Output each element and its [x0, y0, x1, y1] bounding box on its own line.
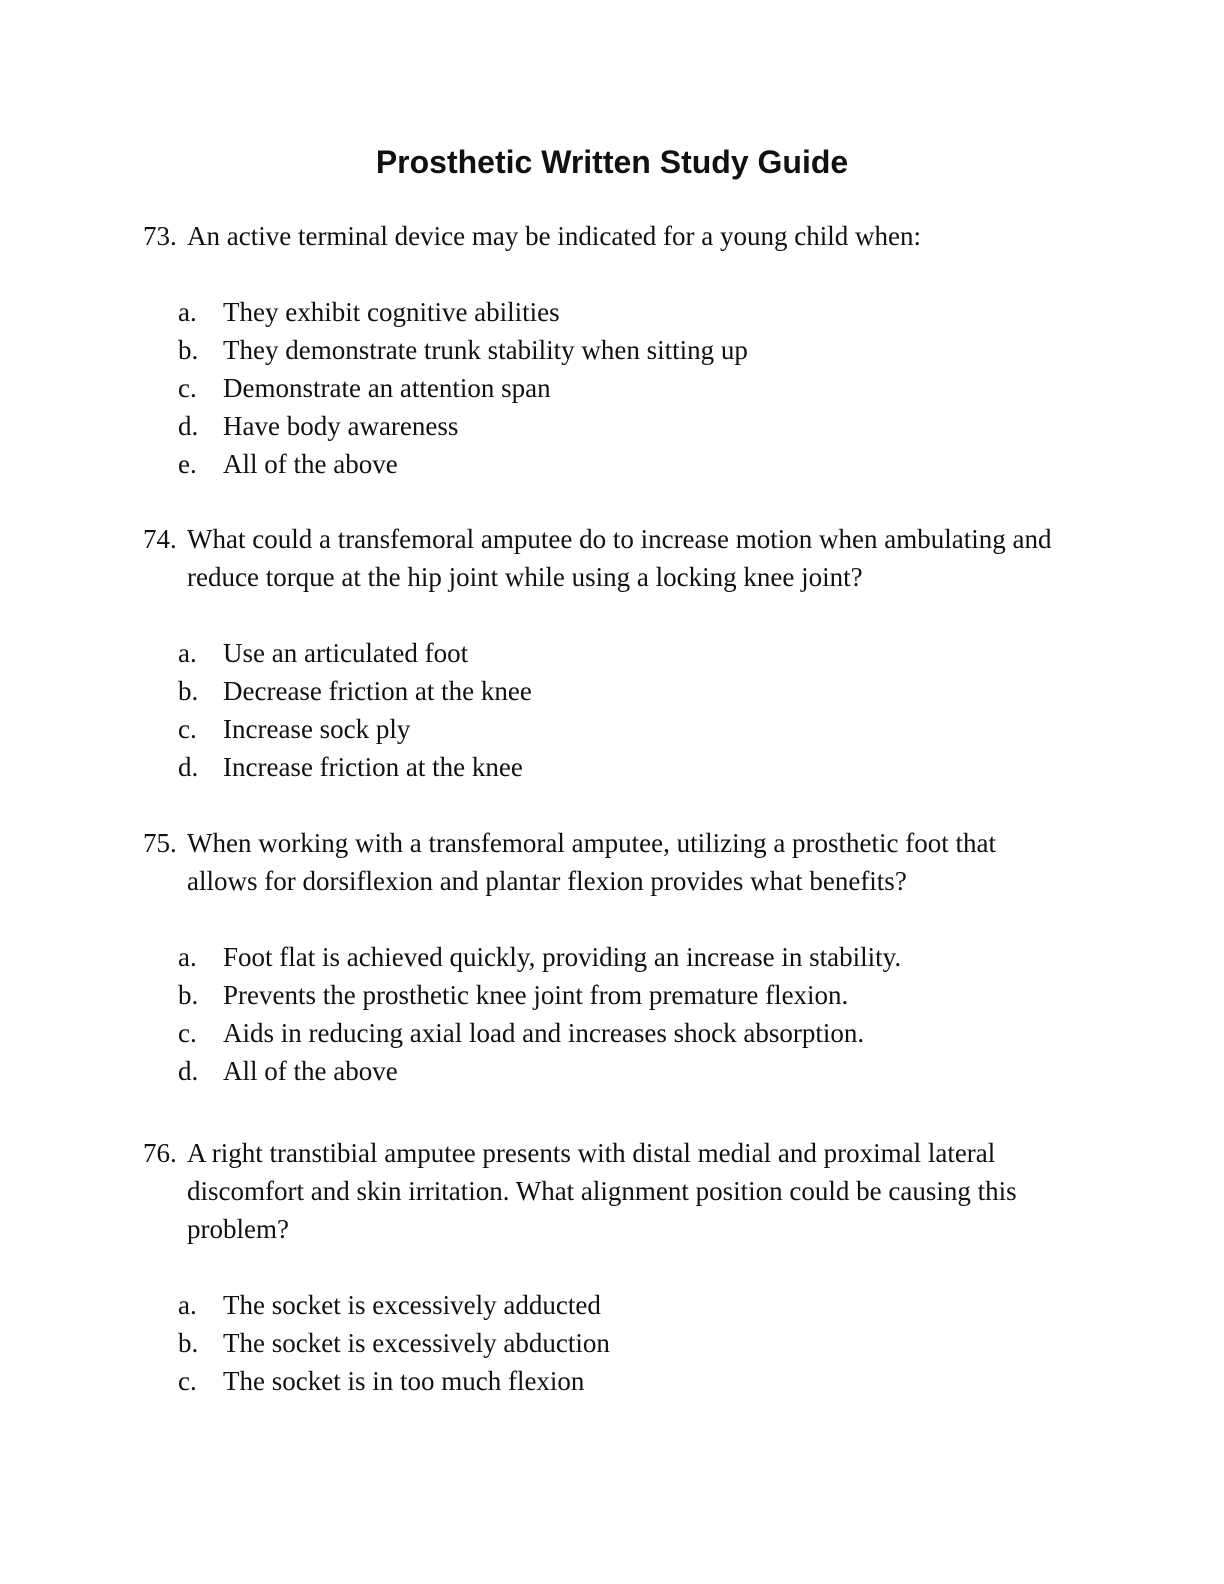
option-b	[143, 331, 1063, 369]
question-73	[143, 217, 1063, 483]
answer-options	[143, 634, 1063, 786]
option-text: Have body awareness	[223, 411, 459, 441]
option-letter: b.	[178, 1328, 199, 1358]
answer-options	[143, 293, 1063, 483]
option-a	[143, 634, 1063, 672]
question-stem	[143, 1134, 1063, 1248]
question-stem	[143, 520, 1063, 596]
option-text: They exhibit cognitive abilities	[223, 297, 560, 327]
option-c	[143, 369, 1063, 407]
option-text: Foot flat is achieved quickly, providing an increase in stability.	[223, 942, 902, 972]
option-text: Use an articulated foot	[223, 638, 469, 668]
option-b	[143, 1324, 1063, 1362]
option-d	[143, 1052, 1063, 1090]
option-b	[143, 672, 1063, 710]
option-c	[143, 1014, 1063, 1052]
option-letter: c.	[178, 1018, 197, 1048]
option-letter: b.	[178, 335, 199, 365]
option-letter: a.	[178, 638, 197, 668]
question-number: 74.	[143, 524, 177, 554]
question-76	[143, 1134, 1063, 1400]
question-number: 73.	[143, 221, 177, 251]
question-text: An active terminal device may be indicated for a young child when:	[187, 221, 921, 251]
option-a	[143, 1286, 1063, 1324]
question-text: What could a transfemoral amputee do to increase motion when ambulating and reduce torque at the hip joint while using a locking knee joint?	[187, 524, 1052, 592]
question-number: 76.	[143, 1138, 177, 1168]
page-title: Prosthetic Written Study Guide	[375, 144, 849, 180]
question-74	[143, 520, 1063, 786]
option-letter: d.	[178, 1056, 199, 1086]
option-letter: b.	[178, 676, 199, 706]
option-text: Aids in reducing axial load and increases shock absorption.	[223, 1018, 865, 1048]
question-text: When working with a transfemoral amputee, utilizing a prosthetic foot that allows for dorsiflexion and plantar flexion provides what benefits?	[187, 828, 997, 896]
option-d	[143, 748, 1063, 786]
question-75	[143, 824, 1063, 1090]
option-b	[143, 976, 1063, 1014]
answer-options	[143, 1286, 1063, 1400]
option-text: All of the above	[223, 1056, 398, 1086]
option-text: The socket is excessively abduction	[223, 1328, 610, 1358]
option-text: They demonstrate trunk stability when sitting up	[223, 335, 748, 365]
option-letter: d.	[178, 411, 199, 441]
option-text: The socket is in too much flexion	[223, 1366, 585, 1396]
question-number: 75.	[143, 828, 177, 858]
option-text: Decrease friction at the knee	[223, 676, 532, 706]
option-d	[143, 407, 1063, 445]
option-text: Increase friction at the knee	[223, 752, 523, 782]
option-text: The socket is excessively adducted	[223, 1290, 601, 1320]
question-text: A right transtibial amputee presents with distal medial and proximal lateral discomfort and skin irritation. What alignment position could be causing this problem?	[187, 1138, 1017, 1244]
question-stem	[143, 824, 1063, 900]
option-e	[143, 445, 1063, 483]
option-c	[143, 1362, 1063, 1400]
answer-options	[143, 938, 1063, 1090]
option-letter: c.	[178, 714, 197, 744]
option-text: Prevents the prosthetic knee joint from premature flexion.	[223, 980, 849, 1010]
option-letter: a.	[178, 297, 197, 327]
option-letter: a.	[178, 1290, 197, 1320]
option-letter: c.	[178, 373, 197, 403]
option-a	[143, 293, 1063, 331]
option-text: Demonstrate an attention span	[223, 373, 551, 403]
option-text: All of the above	[223, 449, 398, 479]
option-text: Increase sock ply	[223, 714, 411, 744]
option-letter: c.	[178, 1366, 197, 1396]
option-letter: a.	[178, 942, 197, 972]
option-letter: b.	[178, 980, 199, 1010]
option-c	[143, 710, 1063, 748]
question-stem	[143, 217, 1063, 255]
option-letter: d.	[178, 752, 199, 782]
option-letter: e.	[178, 449, 197, 479]
option-a	[143, 938, 1063, 976]
